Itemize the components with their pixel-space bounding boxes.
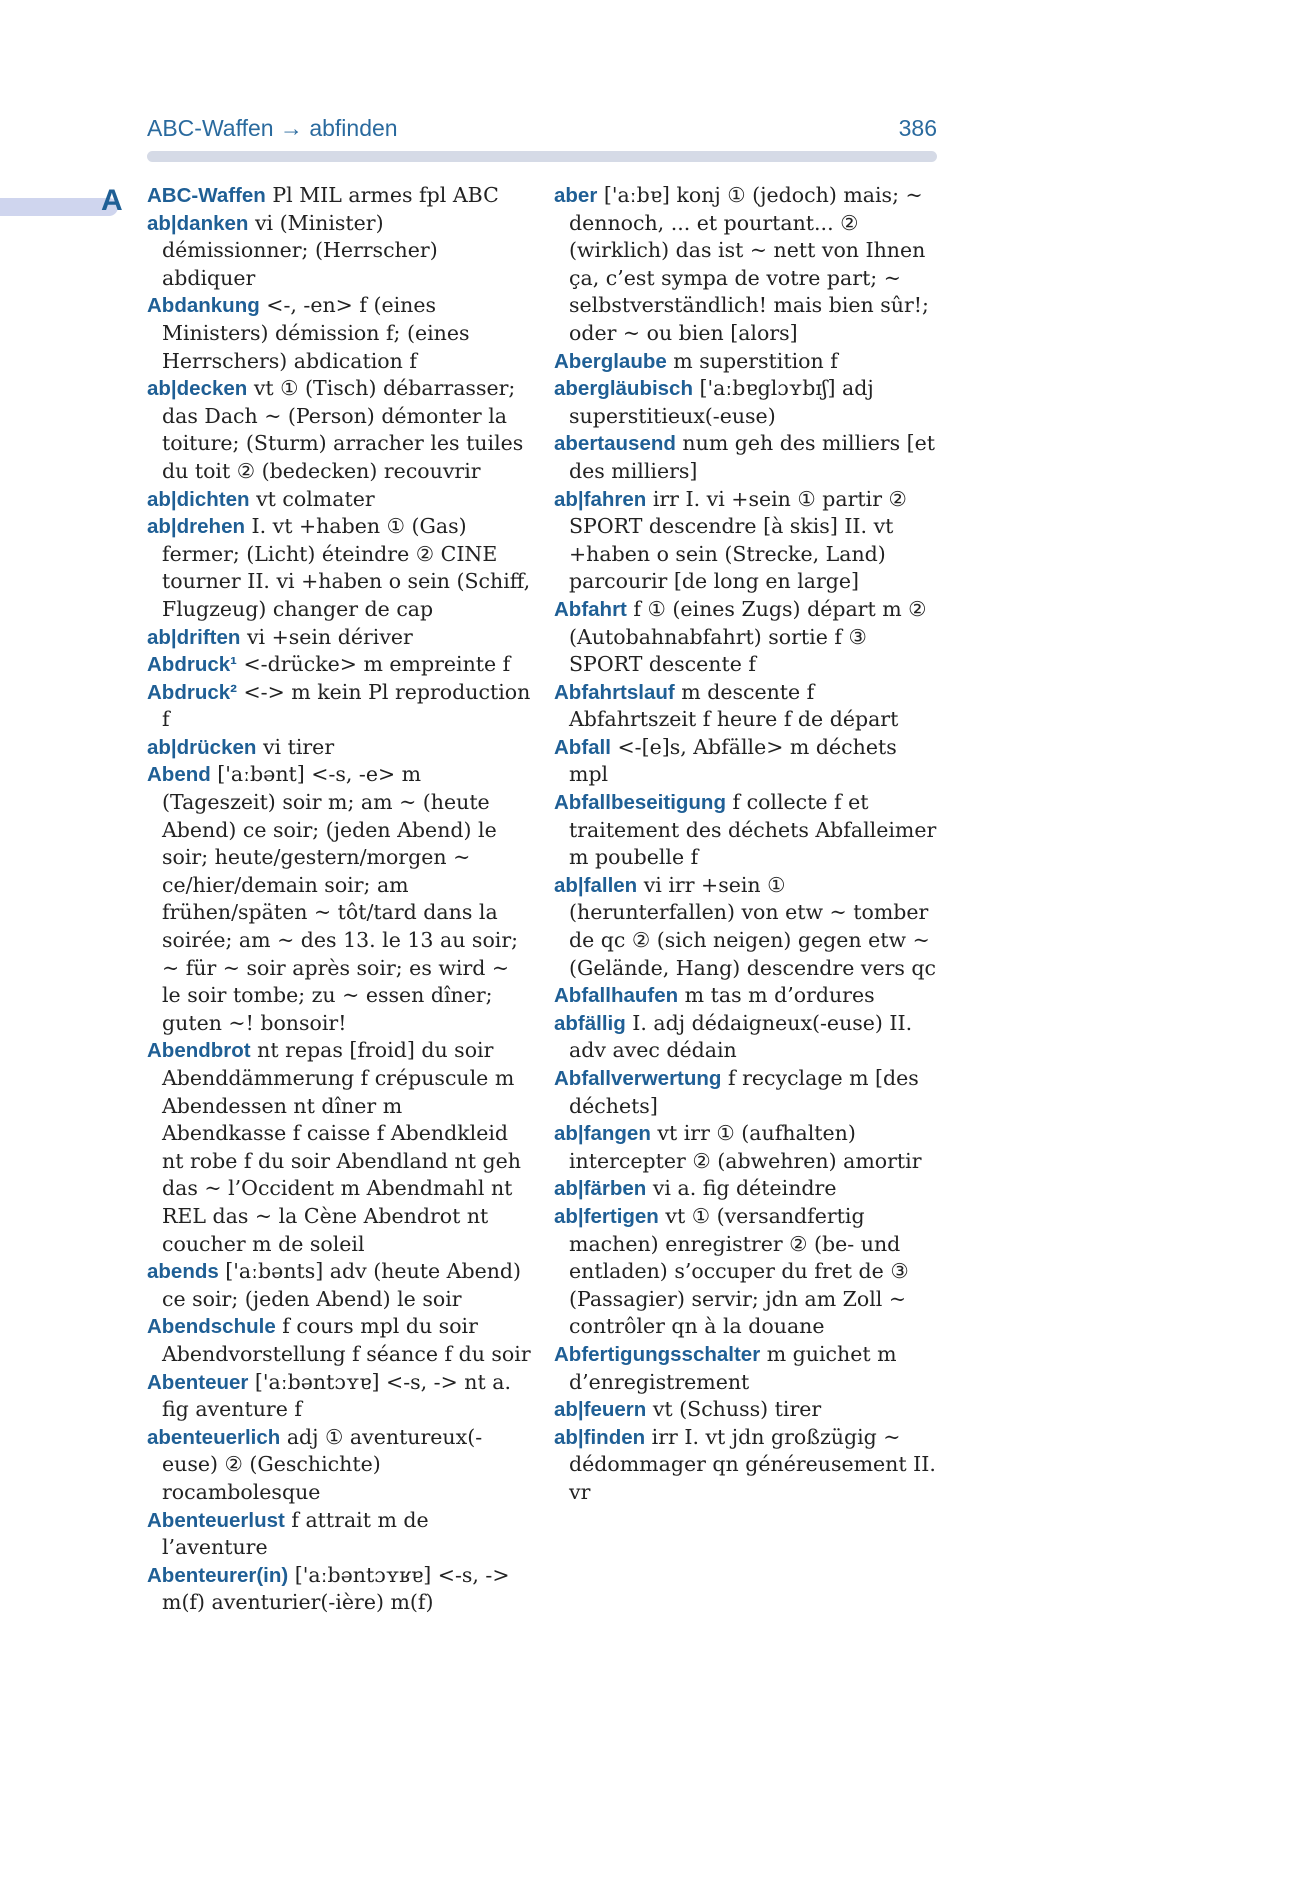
dictionary-entry bbox=[554, 1396, 938, 1424]
entry-text: f cours mpl du soir Abendvorstellung f séance f du soir bbox=[162, 1314, 531, 1366]
entry-text: ['aːbəntɔʏʁɐ] <-s, -> m(f) aventurier(-ière) m(f) bbox=[162, 1562, 510, 1615]
dictionary-entry bbox=[554, 679, 938, 734]
dictionary-entry bbox=[554, 182, 938, 348]
entry-text: <-, -en> f (eines Ministers) démission f; (eines Herrschers) abdication f bbox=[162, 293, 470, 373]
entry-text: ['aːbɐglɔʏbɪʃ] adj superstitieux(-euse) bbox=[569, 376, 874, 428]
dictionary-entry bbox=[554, 1203, 938, 1341]
entry-headword: ab|driften bbox=[147, 625, 241, 649]
entry-headword: Abfallbeseitigung bbox=[554, 791, 726, 815]
entry-headword: abergläubisch bbox=[554, 377, 693, 401]
dictionary-entry bbox=[147, 1258, 531, 1313]
dictionary-entry bbox=[147, 1313, 531, 1368]
dictionary-entry bbox=[147, 1037, 531, 1258]
dictionary-entry bbox=[554, 734, 938, 789]
left-column bbox=[147, 182, 531, 1617]
entry-text: ['aːbɐ] konj ① (jedoch) mais; ~ dennoch, ... et pourtant... ② (wirklich) das ist ~ nett von Ihnen ça, c’est sympa de votre part; ~ selbstverständlich! mais bien sûr!; oder ~ ou bien [alors] bbox=[569, 183, 929, 345]
entry-text: num geh des milliers [et des milliers] bbox=[569, 431, 936, 483]
entry-headword: abfällig bbox=[554, 1011, 626, 1035]
running-header bbox=[147, 115, 937, 145]
entry-text: irr I. vt jdn großzügig ~ dédommager qn généreusement II. vr bbox=[569, 1424, 936, 1504]
entry-text: f collecte f et traitement des déchets Abfalleimer m poubelle f bbox=[569, 790, 937, 870]
entry-headword: aber bbox=[554, 184, 598, 207]
entry-headword: Abfall bbox=[554, 735, 611, 759]
entry-headword: ab|färben bbox=[554, 1177, 647, 1201]
dictionary-entry bbox=[147, 375, 531, 485]
entry-text: m descente f Abfahrtszeit f heure f de départ bbox=[569, 679, 899, 732]
entry-headword: Abfahrtslauf bbox=[554, 680, 675, 704]
entry-headword: ab|fangen bbox=[554, 1122, 651, 1146]
entry-headword: abertausend bbox=[554, 432, 676, 456]
entry-text: <-drücke> m empreinte f bbox=[236, 652, 511, 677]
entry-text: vt ① (Tisch) débarrasser; das Dach ~ (Person) démonter la toiture; (Sturm) arracher les tuiles du toit ② (bedecken) recouvrir bbox=[162, 376, 524, 483]
header-rule bbox=[147, 151, 937, 162]
dictionary-entry bbox=[554, 596, 938, 679]
entry-text: vi irr +sein ① (herunterfallen) von etw ~ tomber de qc ② (sich neigen) gegen etw ~ (Gelände, Hang) descendre vers qc bbox=[569, 872, 937, 980]
dictionary-entry bbox=[147, 210, 531, 293]
dictionary-entry bbox=[554, 486, 938, 596]
entry-text: <-> m kein Pl reproduction f bbox=[162, 679, 531, 732]
entry-text: I. vt +haben ① (Gas) fermer; (Licht) éteindre ② CINE tourner II. vi +haben o sein (Schiff, Flugzeug) changer de cap bbox=[162, 514, 531, 621]
dictionary-entry bbox=[554, 982, 938, 1010]
dictionary-entry bbox=[147, 513, 531, 623]
right-column bbox=[554, 182, 938, 1507]
entry-headword: abenteuerlich bbox=[147, 1425, 281, 1449]
dictionary-entry bbox=[147, 651, 531, 679]
dictionary-entry bbox=[147, 761, 531, 1037]
entry-headword: ab|finden bbox=[554, 1425, 646, 1449]
entry-headword: ab|fahren bbox=[554, 487, 647, 511]
entry-headword: ABC-Waffen bbox=[147, 184, 266, 207]
entry-text: f attrait m de l’aventure bbox=[162, 1507, 429, 1560]
entry-text: vt ① (versandfertig machen) enregistrer ② (be- und entladen) s’occuper du fret de ③ (Passagier) servir; jdn am Zoll ~ contrôler qn à la douane bbox=[569, 1203, 909, 1339]
dictionary-entry bbox=[147, 486, 531, 514]
entry-headword: Abfahrt bbox=[554, 597, 627, 621]
entry-headword: Abdruck² bbox=[147, 680, 237, 704]
entry-text: f ① (eines Zugs) départ m ② (Autobahnabfahrt) sortie f ③ SPORT descente f bbox=[569, 596, 927, 677]
entry-text: <-[e]s, Abfälle> m déchets mpl bbox=[569, 734, 897, 787]
dictionary-entry bbox=[147, 679, 531, 734]
entry-headword: ab|danken bbox=[147, 211, 249, 235]
dictionary-entry bbox=[147, 292, 531, 375]
dictionary-entry bbox=[554, 1424, 938, 1507]
entry-text: m tas m d’ordures bbox=[678, 983, 875, 1008]
entry-headword: ab|drehen bbox=[147, 515, 246, 539]
dictionary-entry bbox=[554, 1175, 938, 1203]
entry-text: vt irr ① (aufhalten) intercepter ② (abwehren) amortir bbox=[569, 1121, 922, 1173]
entry-text: m superstition f bbox=[666, 348, 838, 373]
entry-headword: Abdruck¹ bbox=[147, 653, 237, 677]
entry-headword: Aberglaube bbox=[554, 349, 667, 373]
entry-text: adj ① aventureux(-euse) ② (Geschichte) rocambolesque bbox=[162, 1424, 483, 1504]
entry-headword: ab|fertigen bbox=[554, 1204, 659, 1228]
entry-text: vi a. fig déteindre bbox=[646, 1176, 837, 1201]
entry-headword: ab|decken bbox=[147, 377, 248, 401]
dictionary-entry bbox=[554, 872, 938, 982]
entry-headword: ab|fallen bbox=[554, 873, 638, 897]
guide-words: ABC-Waffen → abfinden bbox=[147, 115, 398, 141]
dictionary-entry bbox=[147, 182, 531, 210]
dictionary-entry bbox=[147, 734, 531, 762]
entry-text: vi +sein dériver bbox=[240, 624, 413, 649]
dictionary-entry bbox=[147, 1424, 531, 1507]
entry-text: I. adj dédaigneux(-euse) II. adv avec dédain bbox=[569, 1010, 913, 1063]
entry-headword: Abendschule bbox=[147, 1315, 276, 1339]
entry-text: vt colmater bbox=[249, 486, 375, 511]
dictionary-entry bbox=[554, 1120, 938, 1175]
entry-headword: Abfallhaufen bbox=[554, 984, 679, 1008]
entry-text: ['aːbənts] adv (heute Abend) ce soir; (jeden Abend) le soir bbox=[162, 1259, 522, 1311]
entry-text: Pl MIL armes fpl ABC bbox=[265, 183, 499, 207]
dictionary-entry bbox=[554, 375, 938, 430]
dictionary-entry bbox=[554, 430, 938, 485]
entry-headword: Abfallverwertung bbox=[554, 1067, 722, 1090]
dictionary-entry bbox=[147, 1562, 531, 1617]
entry-text: f recyclage m [des déchets] bbox=[569, 1066, 919, 1118]
entry-text: irr I. vi +sein ① partir ② SPORT descendre [à skis] II. vt +haben o sein (Strecke, Land) parcourir [de long en large] bbox=[569, 486, 907, 594]
entry-text: vt (Schuss) tirer bbox=[646, 1397, 822, 1422]
entry-headword: ab|feuern bbox=[554, 1398, 647, 1422]
entry-text: ['aːbənt] <-s, -e> m (Tageszeit) soir m; am ~ (heute Abend) ce soir; (jeden Abend) le soir; heute/gestern/morgen ~ ce/hier/demain soir; am frühen/späten ~ tôt/tard dans la soirée; am ~ des 13. le 13 au soir; ~ für ~ soir après soir; es wird ~ le soir tombe; zu ~ essen dîner; guten ~! bonsoir! bbox=[162, 762, 519, 1035]
entry-text: vi (Minister) démissionner; (Herrscher) abdiquer bbox=[162, 210, 438, 290]
dictionary-entry bbox=[554, 1010, 938, 1065]
entry-text: nt repas [froid] du soir Abenddämmerung f crépuscule m Abendessen nt dîner m Abendkasse f caisse f Abendkleid nt robe f du soir Abendland nt geh das ~ l’Occident m Abendmahl nt REL das ~ la Cène Abendrot nt coucher m de soleil bbox=[162, 1038, 521, 1256]
entry-headword: Abfertigungsschalter bbox=[554, 1342, 761, 1366]
entry-headword: Abenteuerlust bbox=[147, 1508, 285, 1532]
dictionary-entry bbox=[147, 1507, 531, 1562]
entry-text: m guichet m d’enregistrement bbox=[569, 1341, 897, 1394]
entry-text: ['aːbəntɔʏɐ] <-s, -> nt a. fig aventure f bbox=[162, 1369, 511, 1422]
entry-headword: Abendbrot bbox=[147, 1039, 251, 1063]
entry-headword: Abenteuer bbox=[147, 1370, 249, 1394]
dictionary-entry bbox=[554, 1341, 938, 1396]
entry-headword: Abenteurer(in) bbox=[147, 1563, 289, 1587]
entry-headword: Abdankung bbox=[147, 294, 260, 318]
entry-headword: ab|drücken bbox=[147, 735, 257, 759]
entry-headword: Abend bbox=[147, 763, 211, 787]
dictionary-entry bbox=[147, 1369, 531, 1424]
entry-headword: abends bbox=[147, 1260, 219, 1284]
dictionary-entry bbox=[147, 624, 531, 652]
entry-headword: ab|dichten bbox=[147, 487, 250, 511]
thumb-index-letter: A bbox=[101, 184, 123, 217]
page-number: 386 bbox=[898, 115, 937, 141]
entry-text: vi tirer bbox=[256, 734, 335, 759]
dictionary-entry bbox=[554, 1065, 938, 1120]
dictionary-entry bbox=[554, 789, 938, 872]
dictionary-entry bbox=[554, 348, 938, 376]
